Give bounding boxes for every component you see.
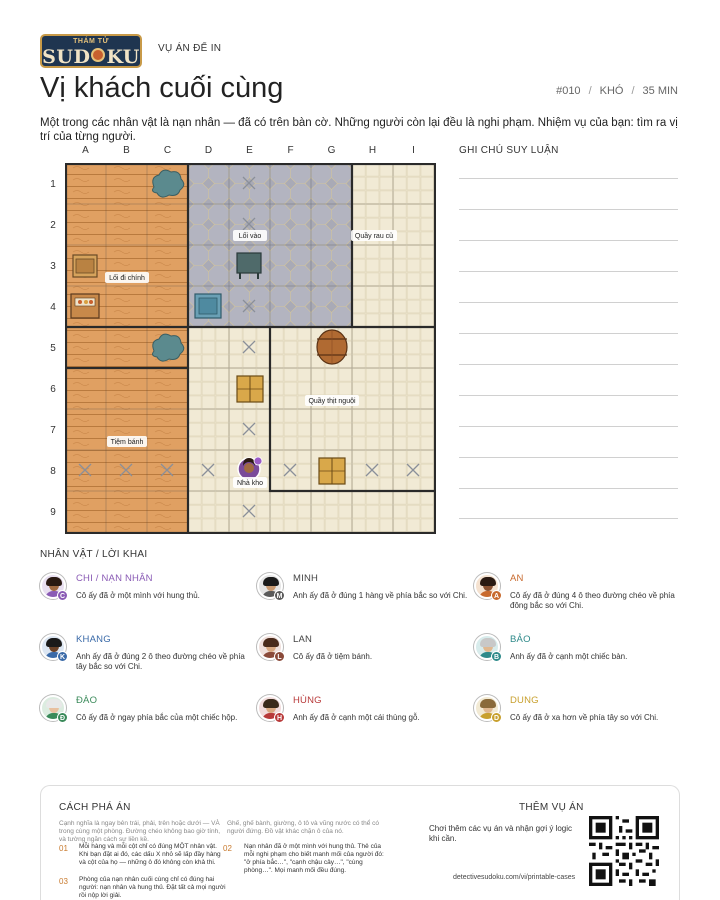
- svg-text:Lối đi chính: Lối đi chính: [109, 275, 145, 282]
- character-name: CHI / NẠN NHÂN: [76, 573, 153, 584]
- logo-wordmark: [42, 46, 140, 68]
- avatar-badge: L: [274, 651, 285, 662]
- howto-panel: [40, 785, 680, 900]
- howto-title: CÁCH PHÁ ÁN: [59, 802, 131, 813]
- character-name: LAN: [293, 634, 313, 645]
- character-statement: Anh ấy đã ở đúng 2 ô theo đường chéo về phía tây bắc so với Chi.: [76, 652, 245, 671]
- region-tile-south: [188, 327, 436, 534]
- region-label-main-path: [105, 272, 149, 283]
- character-statement: Cô ấy đã ở tiệm bánh.: [293, 652, 373, 661]
- note-line[interactable]: [459, 178, 678, 179]
- logo-word-left: SUD: [42, 46, 91, 68]
- cta-title: THÊM VỤ ÁN: [519, 802, 584, 813]
- note-line[interactable]: [459, 457, 678, 458]
- note-line[interactable]: [459, 302, 678, 303]
- character-name: BẢO: [510, 634, 531, 645]
- character-card-lan: [257, 634, 467, 684]
- region-label-meat-stall: [305, 395, 359, 406]
- col-label-a: A: [82, 145, 89, 156]
- region-label-warehouse: [233, 477, 267, 488]
- logo: [40, 34, 142, 68]
- avatar-badge: Đ: [57, 712, 68, 723]
- row-label-3: 3: [50, 261, 56, 272]
- box-icon-a3: [73, 255, 97, 277]
- logo-tagline: THÁM TỬ: [73, 38, 109, 45]
- note-line[interactable]: [459, 395, 678, 396]
- step-text: Nạn nhân đã ở một mình với hung thủ. Thẻ của mỗi nghi phạm cho biết manh mối của người đó: "ở phía bắc…", "cạnh chậu cây…", "cùng phòng…". Mọi manh mối đều đúng.: [244, 843, 384, 874]
- character-statement: Cô ấy đã ở ngay phía bắc của một chiếc hộp.: [76, 713, 238, 722]
- character-card-chi: [40, 573, 250, 623]
- avatar-badge: K: [57, 651, 68, 662]
- svg-text:Quầy rau củ: Quầy rau củ: [354, 233, 394, 240]
- logo-magnifier-icon: [91, 48, 105, 62]
- region-label-entrance: [233, 230, 267, 241]
- col-label-g: G: [327, 145, 336, 156]
- avatar-badge: A: [491, 590, 502, 601]
- svg-text:Tiệm bánh: Tiệm bánh: [110, 439, 144, 446]
- step-number: 03: [59, 877, 68, 886]
- crate-icon-g8: [319, 458, 345, 484]
- intro-text: Một trong các nhân vật là nạn nhân — đã có trên bàn cờ. Những người còn lại đều là nghi phạm. Nhiệm vụ của bạn: tìm ra vị trí của từng người.: [40, 117, 678, 143]
- barrel-icon-g5: [317, 330, 347, 364]
- note-line[interactable]: [459, 426, 678, 427]
- cta-text: Chơi thêm các vụ án và nhận gợi ý logic khi cần.: [429, 824, 573, 843]
- character-name: KHANG: [76, 634, 111, 645]
- character-statement: Anh ấy đã ở cạnh một cái thùng gỗ.: [293, 713, 420, 722]
- logo-word-right: KU: [106, 46, 140, 68]
- svg-text:Nhà kho: Nhà kho: [236, 480, 264, 487]
- character-name: HÙNG: [293, 695, 322, 706]
- region-label-veg-stall: [351, 230, 397, 241]
- cta-link[interactable]: detectivesudoku.com/vi/printable-cases: [453, 874, 576, 881]
- game-board[interactable]: [65, 163, 436, 534]
- row-label-9: 9: [50, 507, 56, 518]
- qr-code[interactable]: [589, 816, 659, 886]
- howto-intro-left: Cạnh nghĩa là ngay bên trái, phải, trên hoặc dưới — VÀ trong cùng một phòng. Đường chéo không bao giờ tính, và tường ngăn cách sự liền kề.: [59, 820, 221, 843]
- row-label-4: 4: [50, 302, 56, 313]
- avatar-badge: C: [57, 590, 68, 601]
- page-title: Vị khách cuối cùng: [40, 72, 284, 104]
- region-label-bakery: [107, 436, 147, 447]
- note-line[interactable]: [459, 364, 678, 365]
- step-number: 01: [59, 844, 68, 853]
- note-line[interactable]: [459, 488, 678, 489]
- col-label-b: B: [123, 145, 130, 156]
- col-label-i: I: [412, 145, 415, 156]
- character-name: MINH: [293, 573, 319, 584]
- row-label-5: 5: [50, 343, 56, 354]
- row-label-6: 6: [50, 384, 56, 395]
- row-label-7: 7: [50, 425, 56, 436]
- avatar-badge: D: [491, 712, 502, 723]
- avatar-badge: H: [274, 712, 285, 723]
- case-number: #010: [556, 85, 581, 97]
- character-statement: Cô ấy đã ở đúng 4 ô theo đường chéo về phía đông bắc so với Chi.: [510, 591, 675, 610]
- col-label-h: H: [368, 145, 377, 156]
- note-line[interactable]: [459, 518, 678, 519]
- note-line[interactable]: [459, 333, 678, 334]
- table-icon-d4: [195, 294, 221, 318]
- character-statement: Cô ấy đã ở xa hơn về phía tây so với Chi.: [510, 713, 659, 722]
- row-label-2: 2: [50, 220, 56, 231]
- notes-title: GHI CHÚ SUY LUẬN: [459, 145, 559, 156]
- character-card-hung: [257, 695, 467, 745]
- character-statement: Cô ấy đã ở một mình với hung thủ.: [76, 591, 200, 600]
- row-label-1: 1: [50, 179, 56, 190]
- col-label-d: D: [204, 145, 213, 156]
- characters-title: NHÂN VẬT / LỜI KHAI: [40, 549, 148, 560]
- crate-icon-e6: [237, 376, 263, 402]
- character-name: ĐÀO: [76, 695, 98, 706]
- step-text: Mỗi hàng và mỗi cột chỉ có đúng MỘT nhân vật. Khi bạn đặt ai đó, các dấu X nhỏ sẽ lấp đầy hàng và cột của họ — những ô đó không còn khả thi.: [79, 843, 221, 866]
- svg-text:Lối vào: Lối vào: [238, 233, 262, 240]
- row-label-8: 8: [50, 466, 56, 477]
- col-label-c: C: [163, 145, 172, 156]
- step-text: Phòng của nạn nhân cuối cùng chỉ có đúng hai người: nạn nhân và hung thủ. Đặt tất cả mọi người rồi nộp lời giải.: [79, 876, 226, 899]
- note-line[interactable]: [459, 209, 678, 210]
- series-label: VỤ ÁN ĐỂ IN: [158, 43, 222, 54]
- character-statement: Anh ấy đã ở cạnh một chiếc bàn.: [510, 652, 628, 661]
- character-name: AN: [510, 573, 524, 584]
- svg-text:Quầy thịt nguội: Quầy thịt nguội: [308, 398, 356, 405]
- howto-intro-right: Ghế, ghế bành, giường, ô tô và vũng nước có thể có người đứng. Đồ vật khác chặn ô của nó.: [227, 820, 380, 835]
- crate-icon-a4: [71, 294, 99, 318]
- character-card-bao: [474, 634, 684, 684]
- case-meta: #010 / KHÓ / 35 MIN: [556, 85, 678, 97]
- character-card-minh: [257, 573, 467, 623]
- avatar-badge: B: [491, 651, 502, 662]
- time-estimate: 35 MIN: [642, 85, 678, 97]
- difficulty: KHÓ: [599, 85, 624, 97]
- character-statement: Anh ấy đã ở đúng 1 hàng về phía bắc so với Chi.: [293, 591, 468, 600]
- col-label-f: F: [287, 145, 294, 156]
- character-card-an: [474, 573, 684, 623]
- character-name: DUNG: [510, 695, 539, 706]
- note-line[interactable]: [459, 240, 678, 241]
- note-line[interactable]: [459, 271, 678, 272]
- col-label-e: E: [246, 145, 253, 156]
- step-number: 02: [223, 844, 232, 853]
- character-card-khang: [40, 634, 250, 684]
- character-card-dung: [474, 695, 684, 745]
- avatar-badge: M: [274, 590, 285, 601]
- character-card-dao: [40, 695, 250, 745]
